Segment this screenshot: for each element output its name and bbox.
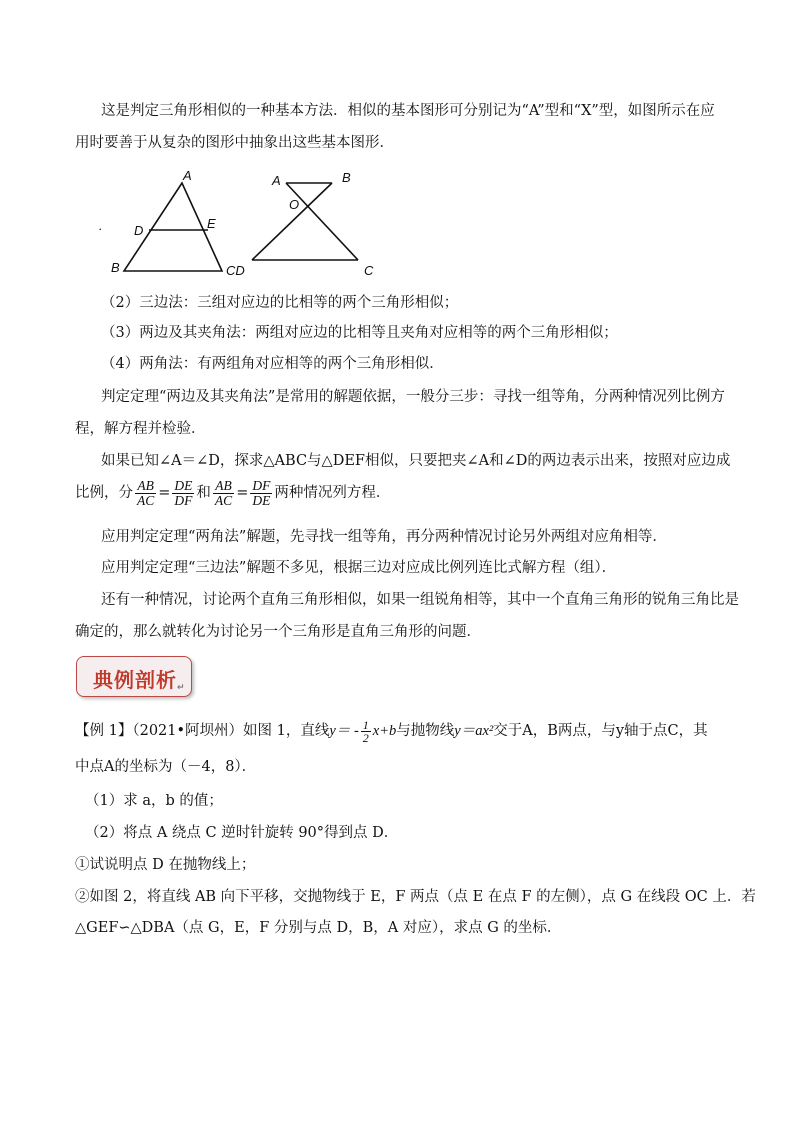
- label-b: B: [111, 260, 120, 275]
- section-title: 典例剖析↵: [93, 668, 186, 693]
- question-2: （2）将点 A 绕点 C 逆时针旋转 90°得到点 D．: [85, 825, 399, 841]
- similar-triangles-figure: [0, 166, 794, 286]
- label-x-c: C: [364, 263, 374, 278]
- question-2a: ①试说明点 D 在抛物线上；: [75, 857, 256, 873]
- section-badge: [76, 656, 192, 697]
- para2-line-1: 如果已知∠A＝∠D，探求△ABC与△DEF相似，只要把夹∠A和∠D的两边表示出来，按照对应边成: [101, 453, 731, 469]
- a-type-figure: [111, 168, 222, 275]
- parabola-equation: y＝ax²: [454, 723, 494, 739]
- fraction-ab-ac: $\frac{AB}{AC}$: [137, 477, 155, 508]
- intro-line-2: 用时要善于从复杂的图形中抽象出这些基本图形．: [75, 135, 394, 151]
- method-2: （2）三边法：三组对应边的比相等的两个三角形相似；: [101, 295, 459, 311]
- para4: 应用判定定理“三边法”解题不多见，根据三边对应成比例列连比式解方程（组）．: [101, 560, 617, 576]
- para5-line-2: 确定的，那么就转化为讨论另一个三角形是直角三角形的问题．: [75, 624, 481, 640]
- method-3: （3）两边及其夹角法：两组对应边的比相等且夹角对应相等的两个三角形相似；: [101, 325, 618, 341]
- example-label: 【例 1】: [75, 723, 133, 739]
- method-4: （4）两角法：有两组角对应相等的两个三角形相似．: [101, 356, 444, 372]
- equation-suffix: x+b: [372, 723, 397, 739]
- fraction-df-de: $\frac{DF}{DE}$: [252, 477, 271, 508]
- fraction-de-df: $\frac{DE}{DF}$: [174, 477, 193, 508]
- label-x-cd: CD: [226, 263, 245, 278]
- return-mark-icon: ↵: [177, 683, 186, 693]
- para2-prefix: 比例，分: [75, 485, 133, 501]
- equation-prefix: y＝ -: [329, 723, 359, 739]
- label-x-b: B: [342, 170, 351, 185]
- question-2b-line-1: ②如图 2，将直线 AB 向下平移，交抛物线于 E，F 两点（点 E 在点 F 的左侧），点 G 在线段 OC 上．若: [75, 889, 756, 905]
- para1-line-2: 程，解方程并检验．: [75, 421, 206, 437]
- x-type-figure: [226, 170, 374, 278]
- para2-suffix: 两种情况列方程．: [274, 485, 391, 501]
- para3: 应用判定定理“两角法”解题，先寻找一组等角，再分两种情况讨论另外两组对应角相等．: [101, 529, 667, 545]
- fraction-ab-ac-2: $\frac{AB}{AC}$: [214, 477, 233, 508]
- equals-sign-2: =: [236, 485, 249, 501]
- question-2b-line-2: △GEF∽△DBA（点 G，E，F 分别与点 D，B，A 对应），求点 G 的坐标．: [75, 920, 562, 936]
- para5-line-1: 还有一种情况，讨论两个直角三角形相似，如果一组锐角相等，其中一个直角三角形的锐角三角比是: [101, 592, 739, 608]
- example-source: （2021•阿坝州）如图 1，直线: [132, 723, 330, 739]
- example-line-1: [75, 714, 708, 748]
- label-d: D: [134, 223, 144, 238]
- example-rest: 交于A，B两点，与y轴于点C，其: [493, 723, 708, 739]
- figure-dot: .: [99, 218, 103, 233]
- label-x-a: A: [272, 173, 281, 188]
- equals-sign: =: [158, 485, 171, 501]
- label-x-o: O: [289, 197, 300, 212]
- example-mid: 与抛物线: [396, 723, 455, 739]
- label-e: E: [207, 216, 216, 231]
- intro-line-1: 这是判定三角形相似的一种基本方法．相似的基本图形可分别记为“A”型和“X”型，如图所示在应: [101, 103, 715, 119]
- example-line-2: 中点A的坐标为（－4，8）．: [75, 759, 257, 775]
- question-1: （1）求 a，b 的值；: [85, 793, 223, 809]
- fraction-one-half: $\frac{1}{2}$: [362, 717, 369, 745]
- label-a: A: [183, 168, 192, 183]
- para2-line-2: [75, 478, 390, 508]
- para1-line-1: 判定定理“两边及其夹角法”是常用的解题依据，一般分三步：寻找一组等角，分两种情况列比例方: [101, 389, 725, 405]
- and-word: 和: [196, 485, 211, 501]
